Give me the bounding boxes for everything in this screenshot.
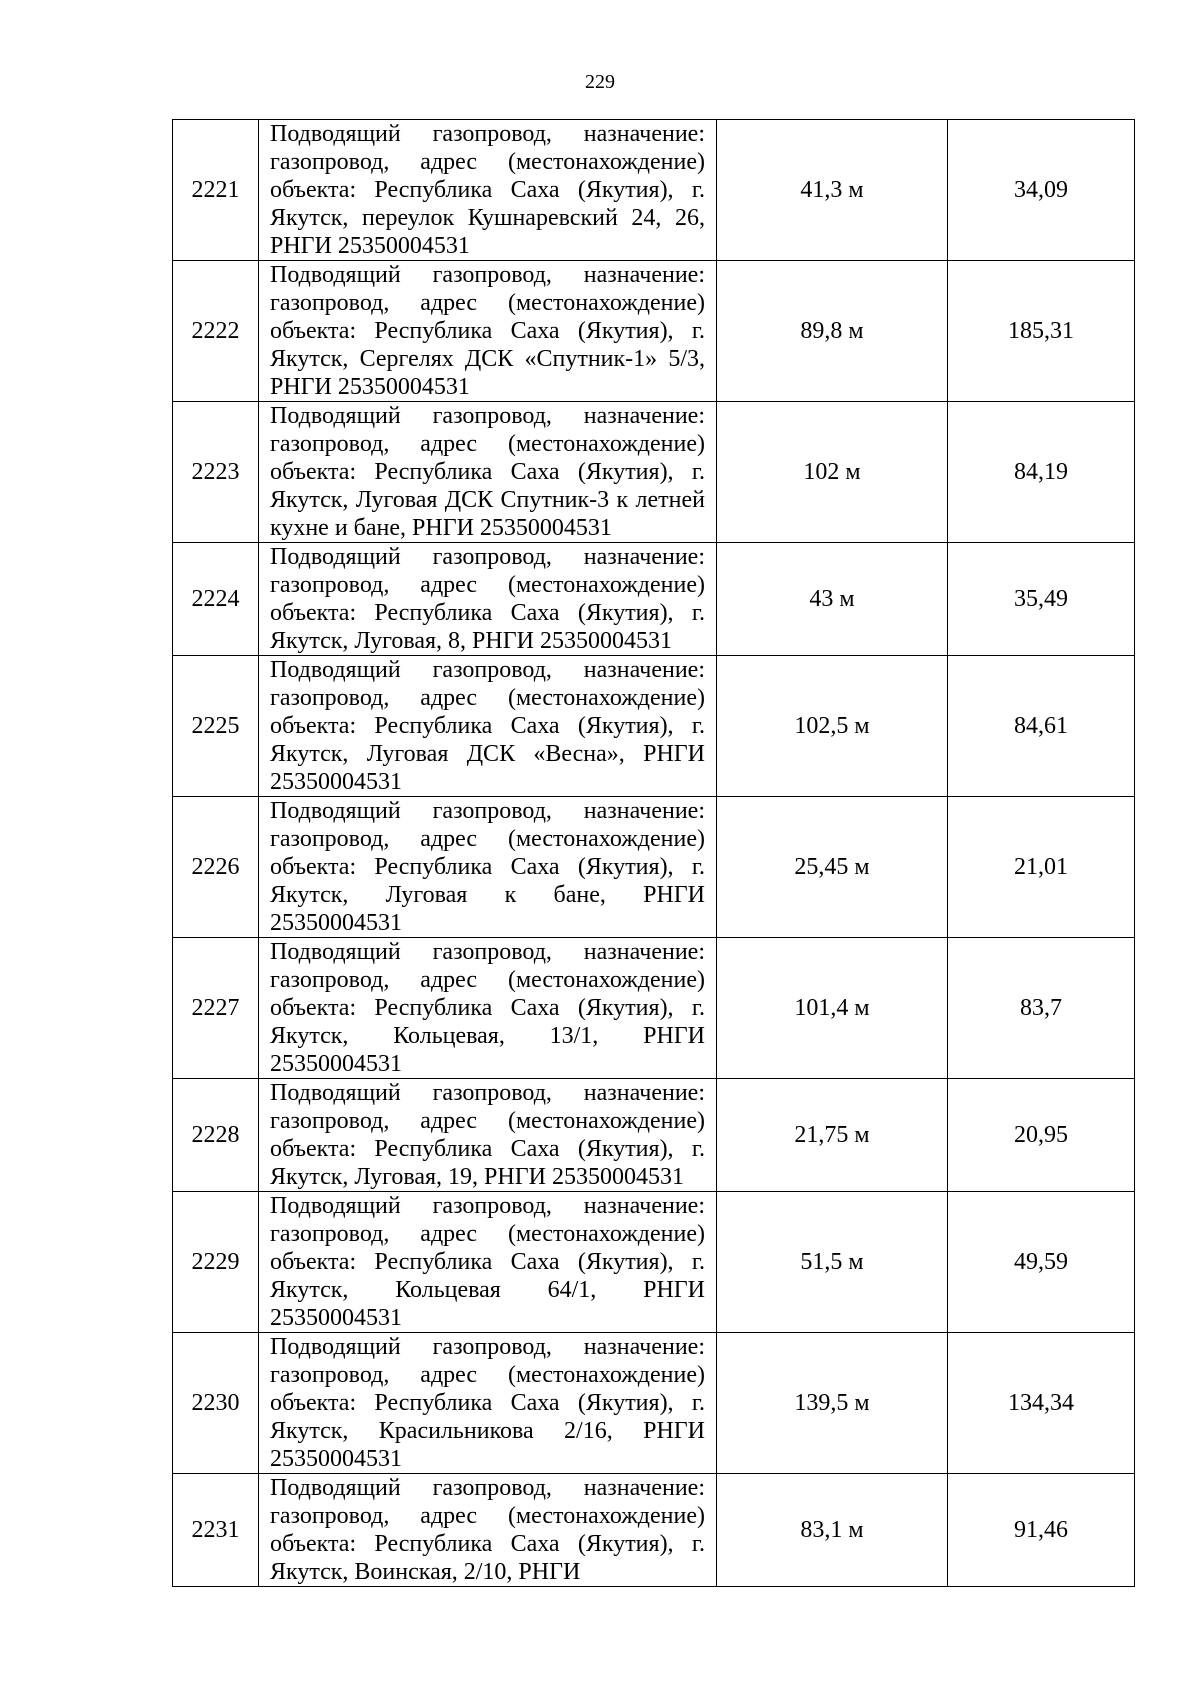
object-description	[259, 938, 717, 1079]
object-value: 91,46	[948, 1474, 1135, 1587]
description-text: Подводящий газопровод, назначение: газопровод, адрес (местонахождение) объекта: Республика Саха (Якутия), г. Якутск, Сергелях ДСК «Спутник-1» 5/3, РНГИ 25350004531	[270, 262, 705, 400]
table-row	[173, 656, 1135, 797]
pipeline-length: 89,8 м	[717, 261, 948, 402]
object-description	[259, 402, 717, 543]
row-number: 2225	[173, 656, 259, 797]
description-text: Подводящий газопровод, назначение: газопровод, адрес (местонахождение) объекта: Республика Саха (Якутия), г. Якутск, Луговая ДСК «Весна», РНГИ 25350004531	[270, 657, 705, 795]
row-number: 2231	[173, 1474, 259, 1587]
row-number: 2226	[173, 797, 259, 938]
object-value: 84,61	[948, 656, 1135, 797]
pipeline-length: 83,1 м	[717, 1474, 948, 1587]
pipeline-length: 43 м	[717, 543, 948, 656]
table-row	[173, 797, 1135, 938]
object-description	[259, 543, 717, 656]
object-description	[259, 120, 717, 261]
object-description	[259, 1192, 717, 1333]
table-row	[173, 938, 1135, 1079]
pipeline-length: 21,75 м	[717, 1079, 948, 1192]
pipeline-length: 102 м	[717, 402, 948, 543]
object-value: 49,59	[948, 1192, 1135, 1333]
page-number: 229	[585, 71, 615, 93]
pipeline-length: 51,5 м	[717, 1192, 948, 1333]
table-row	[173, 1192, 1135, 1333]
pipeline-length: 102,5 м	[717, 656, 948, 797]
object-description	[259, 656, 717, 797]
description-text: Подводящий газопровод, назначение: газопровод, адрес (местонахождение) объекта: Республика Саха (Якутия), г. Якутск, Красильникова 2/16, РНГИ 25350004531	[270, 1334, 705, 1472]
object-description	[259, 1079, 717, 1192]
description-text: Подводящий газопровод, назначение: газопровод, адрес (местонахождение) объекта: Республика Саха (Якутия), г. Якутск, Кольцевая 64/1, РНГИ 25350004531	[270, 1193, 705, 1331]
table-row	[173, 1333, 1135, 1474]
pipeline-length: 25,45 м	[717, 797, 948, 938]
object-value: 20,95	[948, 1079, 1135, 1192]
pipeline-length: 139,5 м	[717, 1333, 948, 1474]
description-text: Подводящий газопровод, назначение: газопровод, адрес (местонахождение) объекта: Республика Саха (Якутия), г. Якутск, Луговая к бане, РНГИ 25350004531	[270, 798, 705, 936]
row-number: 2224	[173, 543, 259, 656]
object-description	[259, 1474, 717, 1587]
row-number: 2227	[173, 938, 259, 1079]
table-row	[173, 261, 1135, 402]
row-number: 2223	[173, 402, 259, 543]
description-text: Подводящий газопровод, назначение: газопровод, адрес (местонахождение) объекта: Республика Саха (Якутия), г. Якутск, Луговая, 8, РНГИ 25350004531	[270, 544, 705, 654]
row-number: 2230	[173, 1333, 259, 1474]
description-text: Подводящий газопровод, назначение: газопровод, адрес (местонахождение) объекта: Республика Саха (Якутия), г. Якутск, Воинская, 2/10, РНГИ	[270, 1475, 705, 1585]
table-row	[173, 1474, 1135, 1587]
object-value: 21,01	[948, 797, 1135, 938]
row-number: 2222	[173, 261, 259, 402]
description-text: Подводящий газопровод, назначение: газопровод, адрес (местонахождение) объекта: Республика Саха (Якутия), г. Якутск, переулок Кушнаревский 24, 26, РНГИ 25350004531	[270, 121, 705, 259]
table-row	[173, 402, 1135, 543]
description-text: Подводящий газопровод, назначение: газопровод, адрес (местонахождение) объекта: Республика Саха (Якутия), г. Якутск, Кольцевая, 13/1, РНГИ 25350004531	[270, 939, 705, 1077]
table-row	[173, 120, 1135, 261]
object-value: 134,34	[948, 1333, 1135, 1474]
description-text: Подводящий газопровод, назначение: газопровод, адрес (местонахождение) объекта: Республика Саха (Якутия), г. Якутск, Луговая, 19, РНГИ 25350004531	[270, 1080, 705, 1190]
row-number: 2229	[173, 1192, 259, 1333]
table-row	[173, 543, 1135, 656]
object-description	[259, 261, 717, 402]
object-description	[259, 1333, 717, 1474]
object-value: 34,09	[948, 120, 1135, 261]
object-value: 84,19	[948, 402, 1135, 543]
pipeline-length: 101,4 м	[717, 938, 948, 1079]
row-number: 2221	[173, 120, 259, 261]
object-value: 185,31	[948, 261, 1135, 402]
table-row	[173, 1079, 1135, 1192]
pipeline-length: 41,3 м	[717, 120, 948, 261]
object-value: 83,7	[948, 938, 1135, 1079]
row-number: 2228	[173, 1079, 259, 1192]
object-description	[259, 797, 717, 938]
object-value: 35,49	[948, 543, 1135, 656]
property-registry-table	[172, 119, 1135, 1587]
description-text: Подводящий газопровод, назначение: газопровод, адрес (местонахождение) объекта: Республика Саха (Якутия), г. Якутск, Луговая ДСК Спутник-3 к летней кухне и бане, РНГИ 25350004531	[270, 403, 705, 541]
